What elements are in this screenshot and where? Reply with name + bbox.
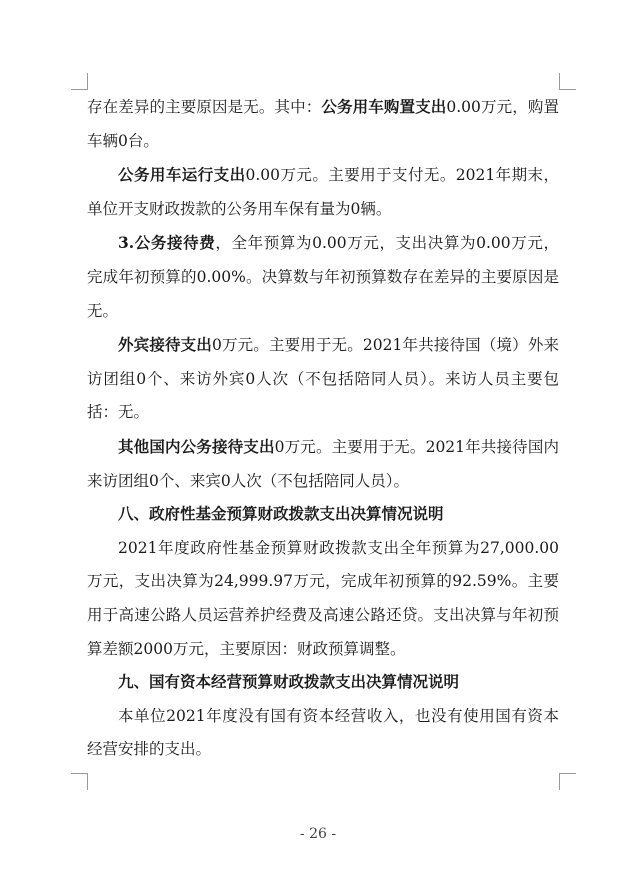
paragraph-text: 0万元。主要用于无。2021年共接待国内来访团组0个、来宾0人次（不包括陪同人员）。 bbox=[87, 437, 559, 490]
crop-mark-top-right bbox=[559, 73, 576, 90]
paragraph-vehicle-operation bbox=[87, 158, 559, 226]
paragraph-state-capital: 本单位2021年度没有国有资本经营收入，也没有使用国有资本经营安排的支出。 bbox=[87, 706, 559, 759]
document-body bbox=[87, 90, 559, 767]
term-reception-fee: 3.公务接待费 bbox=[118, 233, 216, 253]
paragraph-domestic-reception bbox=[87, 430, 559, 498]
paragraph-reception-fee bbox=[87, 226, 559, 328]
crop-mark-bottom-left bbox=[71, 773, 88, 790]
section-heading-9: 九、国有资本经营预算财政拨款支出决算情况说明 bbox=[118, 673, 460, 692]
page-number: - 26 - bbox=[299, 826, 337, 842]
crop-mark-bottom-right bbox=[559, 773, 576, 790]
paragraph-text: 0.00万元，购置车辆0台。 bbox=[87, 98, 559, 150]
paragraph-government-fund: 2021年度政府性基金预算财政拨款支出全年预算为27,000.00万元，支出决算为24,999.97万元，完成年初预算的92.59%。主要用于高速公路人员运营养护经费及高速公路还贷。支出决算与年初预算差额2000万元，主要原因：财政预算调整。 bbox=[87, 538, 559, 658]
term-foreign-reception: 外宾接待支出 bbox=[118, 335, 212, 355]
paragraph-text: 0万元。主要用于无。2021年共接待国（境）外来访团组0个、来访外宾0人次（不包括陪同人员）。来访人员主要包括：无。 bbox=[87, 336, 559, 422]
paragraph-vehicle-purchase bbox=[87, 90, 559, 158]
term-vehicle-operation: 公务用车运行支出 bbox=[118, 165, 246, 185]
crop-mark-top-left bbox=[71, 73, 88, 90]
paragraph-foreign-reception bbox=[87, 328, 559, 430]
paragraph-text: ，全年预算为0.00万元，支出决算为0.00万元，完成年初预算的0.00%。决算数与年初预算数存在差异的主要原因是无。 bbox=[87, 234, 560, 320]
term-domestic-reception: 其他国内公务接待支出 bbox=[118, 436, 275, 456]
paragraph-text: 存在差异的主要原因是无。其中： bbox=[87, 98, 322, 116]
paragraph-text: 0.00万元。主要用于支付无。2021年期末，单位开支财政拨款的公务用车保有量为0辆。 bbox=[87, 166, 559, 218]
term-vehicle-purchase: 公务用车购置支出 bbox=[321, 97, 447, 116]
section-heading-8: 八、政府性基金预算财政拨款支出决算情况说明 bbox=[118, 505, 444, 524]
